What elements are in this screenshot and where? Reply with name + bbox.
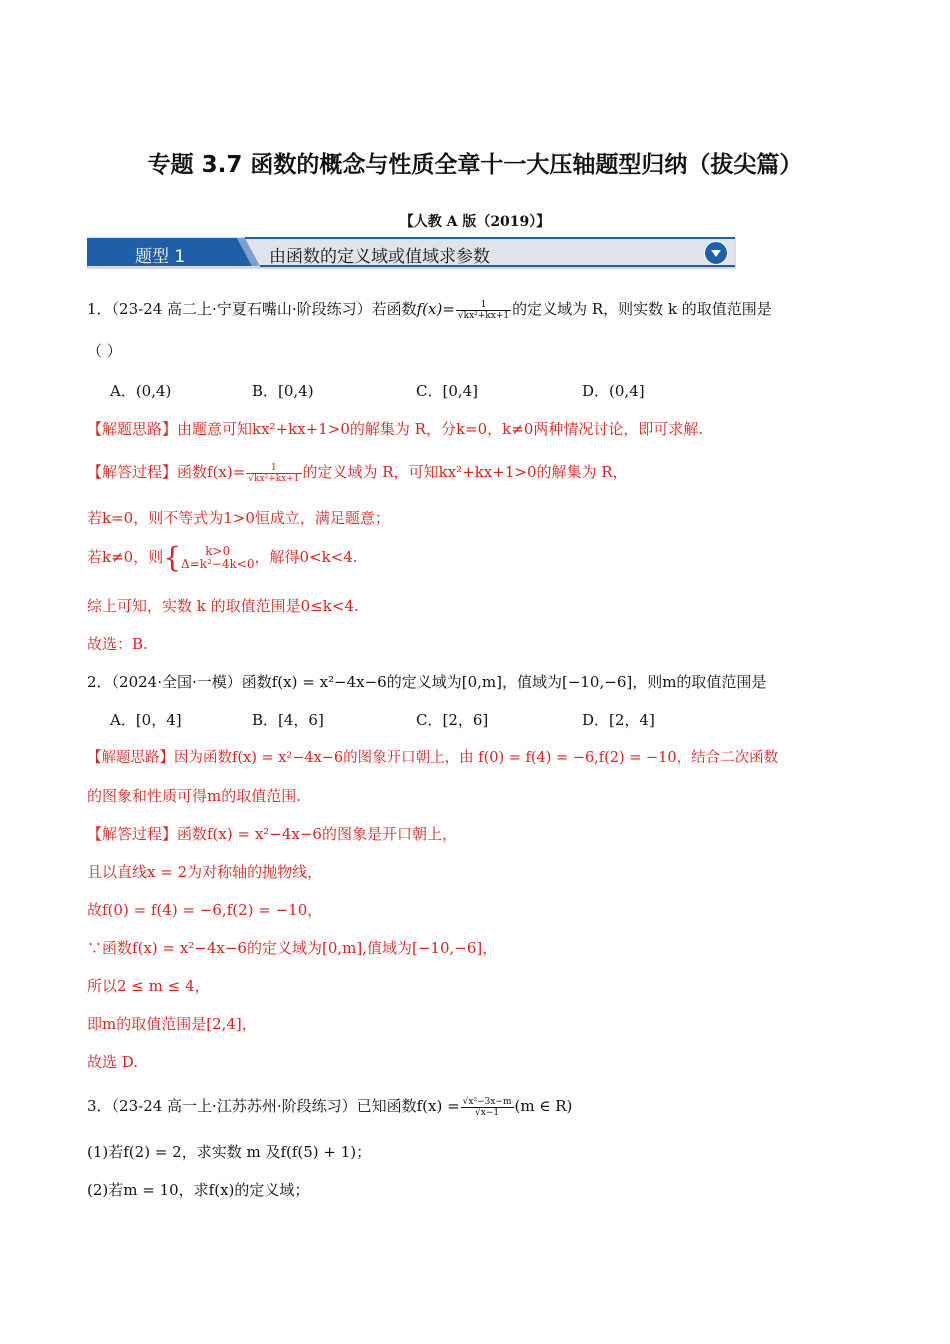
q3-part-2: (2)若m = 10，求f(x)的定义域； [87, 1181, 310, 1199]
q1-process-fraction [246, 463, 301, 484]
q2-process-3: 故f(0) = f(4) = −6,f(2) = −10， [87, 901, 323, 919]
q1-system-row-2: Δ=k²−4k<0 [181, 557, 255, 571]
q3-frac-den: √x−1 [475, 1107, 500, 1118]
q1-frac-num: 1 [456, 300, 511, 311]
q2-choice-a: A．[0，4] [110, 711, 182, 729]
q3-stem-text: 3．（23-24 高一上·江苏苏州·阶段练习）已知函数f(x) = [87, 1097, 460, 1115]
q1-step-2-head: 若k≠0，则 [87, 548, 164, 566]
q2-choice-c: C．[2，6] [416, 711, 489, 729]
q1-stem [87, 299, 772, 321]
q2-choice-d: D．[2，4] [582, 711, 655, 729]
banner-type-name: 由函数的定义域或值域求参数 [269, 247, 490, 267]
q1-process-frac-den: √kx²+kx+1 [248, 473, 300, 484]
q1-step-2-tail: ，解得0<k<4. [254, 548, 358, 566]
q1-system-row-1: k>0 [205, 544, 231, 558]
q3-frac-num: √x²−3x−m [462, 1096, 512, 1107]
q2-process-2: 且以直线x = 2为对称轴的抛物线， [87, 863, 323, 881]
q3-stem [87, 1096, 572, 1118]
q2-stem: 2．（2024·全国·一模）函数f(x) = x²−4x−6的定义域为[0,m]，值域为[−10,−6]，则m的取值范围是 [87, 673, 767, 691]
q1-step-1: 若k=0，则不等式为1>0恒成立，满足题意； [87, 509, 390, 527]
section-banner [87, 236, 737, 270]
q2-idea-1: 【解题思路】因为函数f(x) = x²−4x−6的图象开口朝上，由 f(0) = f(4) = −6,f(2) = −10，结合二次函数 [87, 750, 779, 766]
banner-type-label: 题型 1 [135, 247, 186, 267]
q2-process-6: 即m的取值范围是[2,4]， [87, 1015, 257, 1033]
q1-choice-b: B．[0,4) [252, 382, 314, 400]
q1-step-3: 综上可知，实数 k 的取值范围是0≤k<4. [87, 597, 359, 615]
q2-process-7: 故选 D. [87, 1053, 139, 1071]
q1-frac-den: √kx²+kx+1 [457, 310, 510, 321]
q1-paren: （ ） [87, 342, 122, 360]
q1-fraction [456, 300, 511, 321]
q2-process-4: ∵函数f(x) = x²−4x−6的定义域为[0,m],值域为[−10,−6]， [87, 939, 498, 957]
q1-fx: f(x)= [416, 300, 455, 318]
q1-idea: 【解题思路】由题意可知kx²+kx+1>0的解集为 R，分k=0，k≠0两种情况讨论，即可求解. [87, 420, 704, 438]
q3-stem-tail: (m ∈ R) [514, 1097, 573, 1115]
q2-idea-2: 的图象和性质可得m的取值范围. [87, 787, 301, 805]
q1-process-head: 【解答过程】函数f(x)= [87, 463, 246, 481]
q1-choice-a: A．(0,4) [110, 382, 172, 400]
q2-choice-b: B．[4，6] [252, 711, 324, 729]
q1-process-frac-num: 1 [246, 463, 301, 474]
edition-label: 【人教 A 版（2019）】 [399, 214, 551, 230]
q1-process [87, 462, 628, 484]
q1-process-tail: 的定义域为 R，可知kx²+kx+1>0的解集为 R， [302, 463, 628, 481]
q3-fraction [461, 1097, 514, 1118]
q1-choice-c: C．[0,4] [416, 382, 479, 400]
q1-step-2 [87, 541, 358, 574]
q1-step-4: 故选：B. [87, 635, 148, 653]
page-title: 专题 3.7 函数的概念与性质全章十一大压轴题型归纳（拔尖篇） [147, 152, 803, 178]
q3-part-1: (1)若f(2) = 2，求实数 m 及f(f(5) + 1)； [87, 1143, 372, 1161]
chevron-down-icon[interactable] [704, 241, 728, 265]
q2-process-1: 【解答过程】函数f(x) = x²−4x−6的图象是开口朝上， [87, 825, 457, 843]
q2-process-5: 所以2 ≤ m ≤ 4， [87, 977, 210, 995]
q1-stem-text: 1．（23-24 高二上·宁夏石嘴山·阶段练习）若函数 [87, 300, 417, 318]
q1-system: { k>0 Δ=k²−4k<0 [163, 541, 255, 574]
q1-choice-d: D．(0,4] [582, 382, 645, 400]
q1-stem-tail: 的定义域为 R，则实数 k 的取值范围是 [512, 300, 772, 318]
